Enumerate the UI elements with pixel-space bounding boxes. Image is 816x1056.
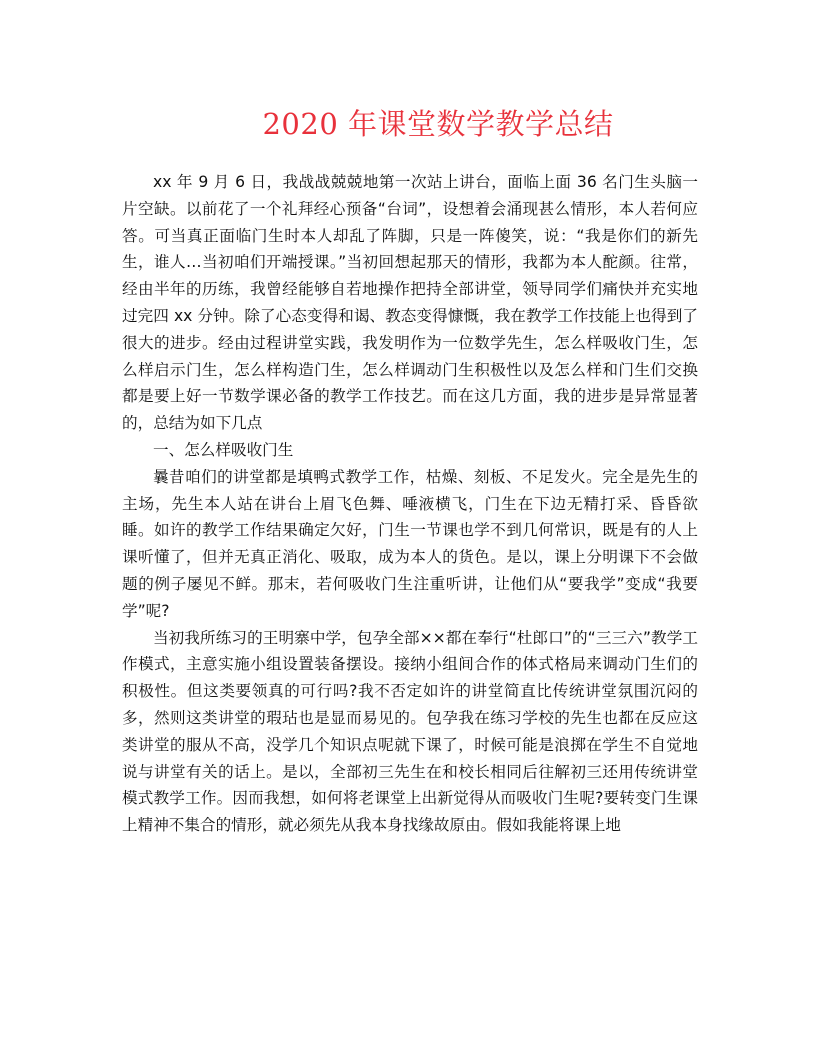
- paragraph-traditional-classroom: 曩昔咱们的讲堂都是填鸭式教学工作，枯燥、刻板、不足发火。完全是先生的主场，先生本人站在讲台上眉飞色舞、唾液横飞，门生在下边无精打采、昏昏欲睡。如许的教学工作结果确定欠好，门生一节课也学不到几何常识，既是有的人上课听懂了，但并无真正消化、吸取，成为本人的货色。是以，课上分明课下不会做题的例子屡见不鲜。那末，若何吸收门生注重听讲，让他们从“要我学”变成“我要学”呢?: [122, 467, 698, 620]
- document-body: [122, 169, 698, 839]
- paragraph-teaching-mode: 当初我所练习的王明寨中学，包孕全部××都在奉行“杜郎口”的“三三六”教学工作模式，主意实施小组设置装备摆设。接纳小组间合作的体式格局来调动门生们的积极性。但这类要领真的可行吗?我不否定如许的讲堂简直比传统讲堂氛围沉闷的多，然则这类讲堂的瑕玷也是显而易见的。包孕我在练习学校的先生也都在反应这类讲堂的服从不高，没学几个知识点呢就下课了，时候可能是浪掷在学生不自觉地说与讲堂有关的话上。是以，全部初三先生在和校长相同后往解初三还用传统讲堂模式教学工作。因而我想，如何将老课堂上出新觉得从而吸收门生呢?要转变门生课上精神不集合的情形，就必须先从我本身找缘故原由。假如我能将课上地: [122, 628, 698, 835]
- document-title: 2020 年课堂数学教学总结: [262, 107, 614, 141]
- paragraph-intro: xx 年 9 月 6 日，我战战兢兢地第一次站上讲台，面临上面 36 名门生头脑一片空缺。以前花了一个礼拜经心预备“台词”，设想着会涌现甚么情形，本人若何应答。可当真正面临门生时本人却乱了阵脚，只是一阵傻笑，说：“我是你们的新先生，谁人…当初咱们开端授课。”当初回想起那天的情形，我都为本人酡颜。往常，经由半年的历练，我曾经能够自若地操作把持全部讲堂，领导同学们痛快并充实地过完四 xx 分钟。除了心态变得和谒、教态变得慷慨，我在教学工作技能上也得到了很大的进步。经由过程讲堂实践，我发明作为一位数学先生，怎么样吸收门生，怎么样启示门生，怎么样构造门生，怎么样调动门生积极性以及怎么样和门生们交换都是要上好一节数学课必备的教学工作技艺。而在这几方面，我的进步是异常显著的，总结为如下几点: [122, 173, 698, 433]
- section-heading: 一、怎么样吸收门生: [153, 440, 294, 459]
